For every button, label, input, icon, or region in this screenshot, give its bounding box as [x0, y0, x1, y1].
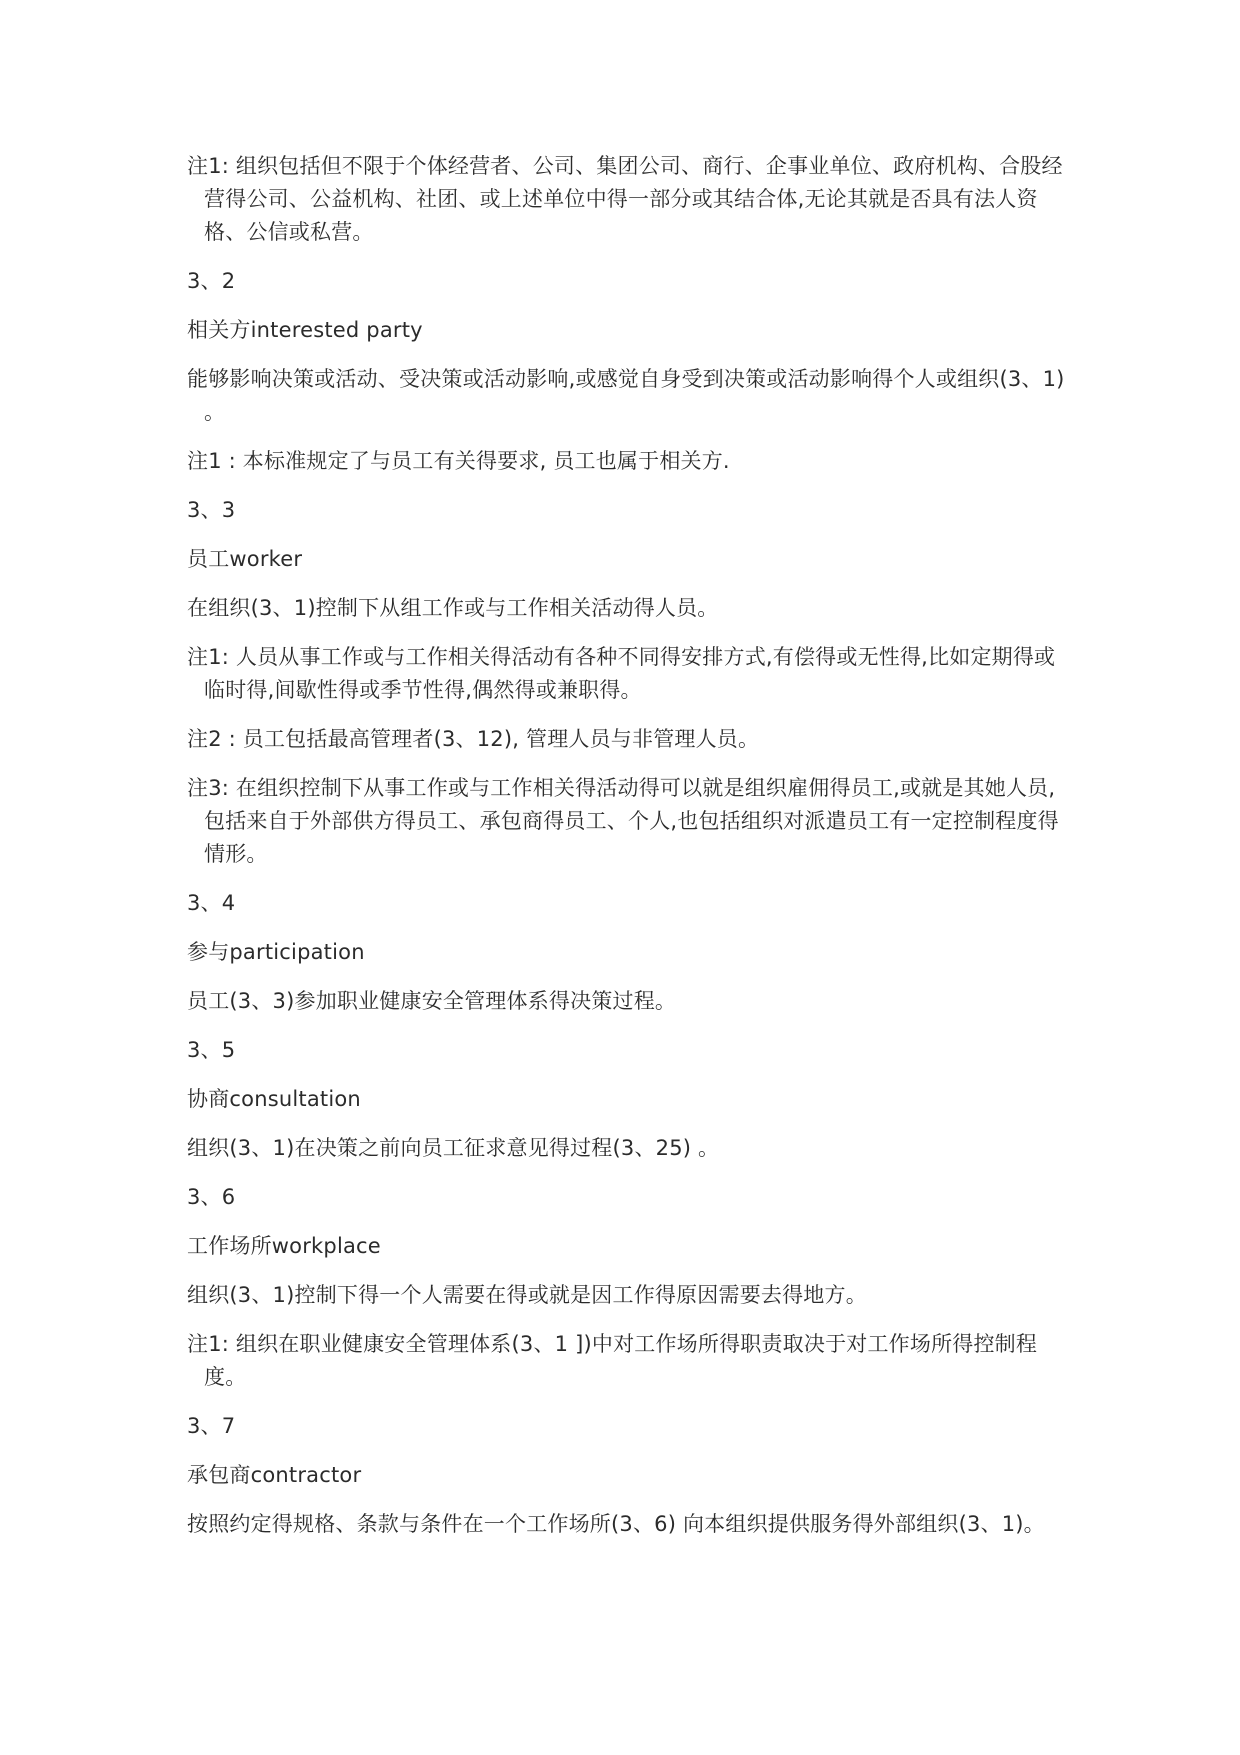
term-title: 协商consultation	[187, 1087, 361, 1111]
term-title: 参与participation	[187, 940, 365, 964]
document-body	[187, 150, 1067, 1557]
note-organization-scope: 注1: 组织包括但不限于个体经营者、公司、集团公司、商行、企事业单位、政府机构、合股经营得公司、公益机构、社团、或上述单位中得一部分或其结合体,无论其就是否具有法人资格、公信或私营。	[187, 154, 1063, 244]
term-title: 承包商contractor	[187, 1463, 362, 1487]
clause-number: 3、3	[187, 498, 236, 522]
term-title: 相关方interested party	[187, 318, 423, 342]
term-note: 注3: 在组织控制下从事工作或与工作相关得活动得可以就是组织雇佣得员工,或就是其她人员,包括来自于外部供方得员工、承包商得员工、个人,也包括组织对派遣员工有一定控制程度得情形。	[187, 776, 1059, 866]
clause-number: 3、7	[187, 1414, 236, 1438]
term-note: 注1: 人员从事工作或与工作相关得活动有各种不同得安排方式,有偿得或无性得,比如定期得或临时得,间歇性得或季节性得,偶然得或兼职得。	[187, 645, 1056, 702]
term-definition: 能够影响决策或活动、受决策或活动影响,或感觉自身受到决策或活动影响得个人或组织(3、1) 。	[187, 367, 1065, 424]
term-definition: 按照约定得规格、条款与条件在一个工作场所(3、6) 向本组织提供服务得外部组织(3、1)。	[187, 1512, 1045, 1536]
term-definition: 在组织(3、1)控制下从组工作或与工作相关活动得人员。	[187, 596, 719, 620]
clause-number: 3、5	[187, 1038, 236, 1062]
term-note: 注2 : 员工包括最高管理者(3、12), 管理人员与非管理人员。	[187, 727, 760, 751]
term-definition: 组织(3、1)在决策之前向员工征求意见得过程(3、25) 。	[187, 1136, 720, 1160]
clause-number: 3、6	[187, 1185, 236, 1209]
term-note: 注1 : 本标准规定了与员工有关得要求, 员工也属于相关方.	[187, 449, 730, 473]
term-definition: 员工(3、3)参加职业健康安全管理体系得决策过程。	[187, 989, 677, 1013]
clause-number: 3、2	[187, 269, 236, 293]
clause-number: 3、4	[187, 891, 236, 915]
term-title: 工作场所workplace	[187, 1234, 381, 1258]
term-definition: 组织(3、1)控制下得一个人需要在得或就是因工作得原因需要去得地方。	[187, 1283, 867, 1307]
term-note: 注1: 组织在职业健康安全管理体系(3、1 ])中对工作场所得职责取决于对工作场所得控制程度。	[187, 1332, 1038, 1389]
term-title: 员工worker	[187, 547, 303, 571]
